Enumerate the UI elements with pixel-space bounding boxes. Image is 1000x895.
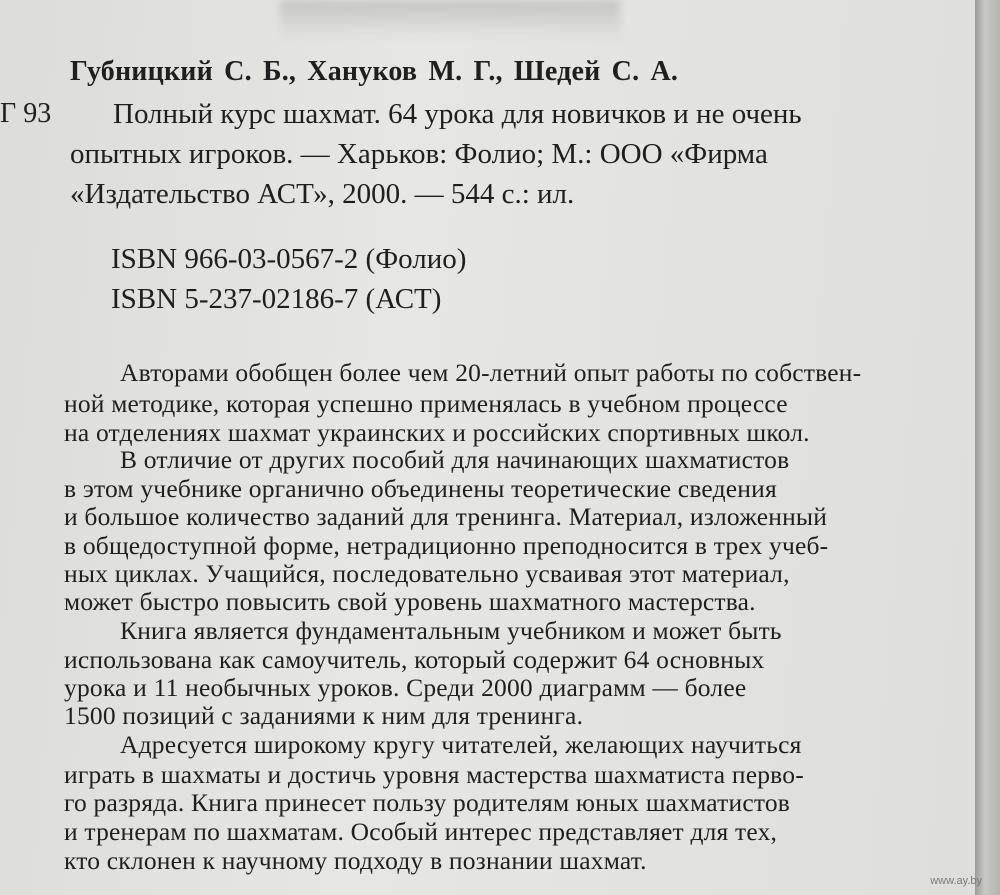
abstract-line: в общедоступной форме, нетрадиционно преподносится в трех учеб- — [64, 531, 829, 560]
site-watermark: www.ay.by — [930, 875, 982, 887]
abstract-line: кто склонен к научному подходу в познании шахмат. — [64, 846, 647, 875]
bibliography-line: Полный курс шахмат. 64 урока для новичков и не очень — [113, 98, 802, 130]
page-edge — [975, 0, 1000, 895]
abstract-line: и тренерам по шахматам. Особый интерес представляет для тех, — [64, 817, 778, 846]
abstract-line: урока и 11 необычных уроков. Среди 2000 диаграмм — более — [64, 673, 747, 702]
abstract-line: Авторами обобщен более чем 20-летний опыт работы по собствен- — [120, 358, 862, 387]
abstract-line: ных циклах. Учащийся, последовательно усваивая этот материал, — [64, 559, 790, 588]
abstract-line: 1500 позиций с заданиями к ним для тренинга. — [64, 701, 584, 730]
authors-line: Губницкий С. Б., Хануков М. Г., Шедей С. А. — [70, 56, 679, 87]
isbn-line: ISBN 966-03-0567-2 (Фолио) — [111, 243, 467, 275]
abstract-line: и большое количество заданий для тренинга. Материал, изложенный — [64, 502, 828, 531]
abstract-line: использована как самоучитель, который содержит 64 основных — [64, 645, 765, 674]
bibliography-line: «Издательство АСТ», 2000. — 544 с.: ил. — [70, 178, 575, 210]
catalog-number: Г 93 — [0, 98, 52, 129]
abstract-line: Книга является фундаментальным учебником и может быть — [120, 616, 782, 645]
abstract-line: Адресуется широкому кругу читателей, желающих научиться — [120, 730, 802, 759]
abstract-line: на отделениях шахмат украинских и российских спортивных школ. — [64, 418, 810, 447]
bibliography-line: опытных игроков. — Харьков: Фолио; М.: ООО «Фирма — [70, 138, 768, 170]
abstract-line: может быстро повысить свой уровень шахматного мастерства. — [64, 587, 756, 616]
abstract-line: играть в шахматы и достичь уровня мастерства шахматиста перво- — [64, 760, 804, 789]
abstract-line: В отличие от других пособий для начинающих шахматистов — [120, 445, 790, 474]
abstract-line: в этом учебнике органично объединены теоретические сведения — [64, 474, 777, 503]
abstract-line: го разряда. Книга принесет пользу родителям юных шахматистов — [64, 788, 791, 817]
abstract-line: ной методике, которая успешно применялась в учебном процессе — [64, 389, 788, 418]
isbn-line: ISBN 5-237-02186-7 (АСТ) — [111, 283, 442, 315]
print-bleed — [280, 0, 620, 40]
